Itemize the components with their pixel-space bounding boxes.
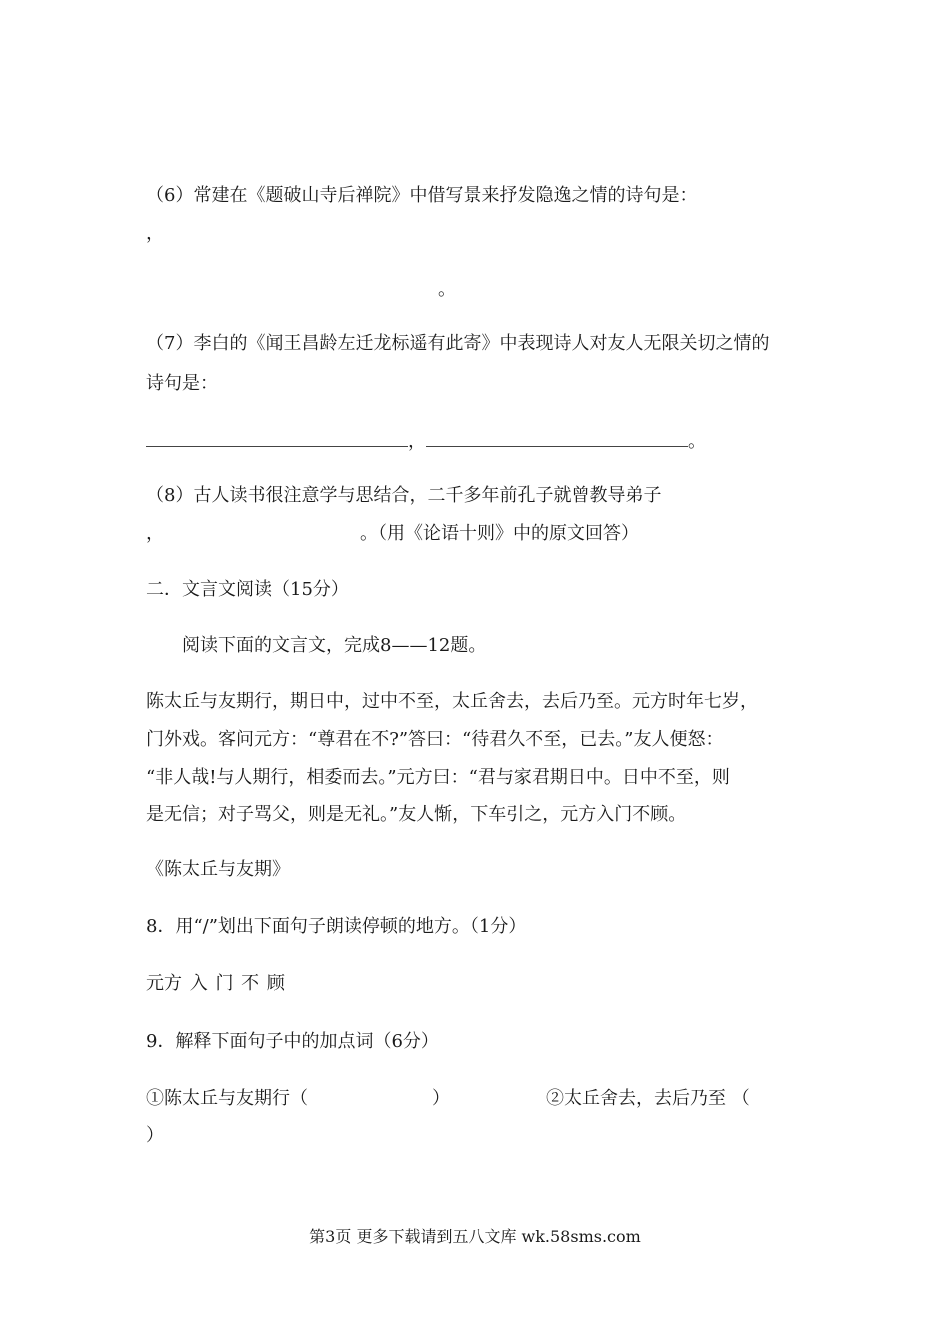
q8m-line1: （8）古人读书很注意学与思结合，二千多年前孔子就曾教导弟子 <box>146 485 662 506</box>
q7-blank-1[interactable] <box>146 432 408 447</box>
q7-line2: 诗句是： <box>146 373 218 394</box>
q9-item1-text: ①陈太丘与友期行（ <box>146 1088 308 1109</box>
q8m-tail: 。（用《论语十则》中的原文回答） <box>360 523 639 544</box>
q7-answer-line <box>146 430 706 454</box>
q6-period: 。 <box>438 279 456 300</box>
passage-source: 《陈太丘与友期》 <box>146 859 290 880</box>
q6-text: （6）常建在《题破山寺后禅院》中借写景来抒发隐逸之情的诗句是： <box>146 185 698 206</box>
q9-item2-close: ） <box>146 1125 164 1146</box>
q6-comma: ， <box>146 223 164 244</box>
section2-heading: 二．文言文阅读（15分） <box>146 579 349 600</box>
q8-prompt: 8．用“/”划出下面句子朗读停顿的地方。（1分） <box>146 916 527 937</box>
q7-comma: ， <box>408 431 426 452</box>
passage-line-4: 是无信；对子骂父，则是无礼。”友人惭，下车引之，元方入门不顾。 <box>146 804 687 825</box>
q9-item2-text: ②太丘舍去，去后乃至 （ <box>546 1088 750 1109</box>
passage-line-3: “非人哉!与人期行，相委而去。”元方曰：“君与家君期日中。日中不至，则 <box>146 767 730 788</box>
page-footer: 第3页 更多下载请到五八文库 wk.58sms.com <box>309 1227 641 1246</box>
q8m-comma: ， <box>146 523 164 544</box>
q7-period: 。 <box>688 431 706 452</box>
q9-item1-close: ） <box>432 1088 450 1109</box>
section2-instruction: 阅读下面的文言文，完成8——12题。 <box>182 635 487 656</box>
q8-sentence: 元方 入 门 不 顾 <box>146 973 285 994</box>
q7-line1: （7）李白的《闻王昌龄左迁龙标遥有此寄》中表现诗人对友人无限关切之情的 <box>146 333 770 354</box>
q9-items <box>146 1087 750 1111</box>
q9-prompt: 9．解释下面句子中的加点词（6分） <box>146 1031 439 1052</box>
passage-line-2: 门外戏。客问元方：“尊君在不?”答曰：“待君久不至，已去。”友人便怒： <box>146 729 724 750</box>
q8m-line2 <box>146 522 639 546</box>
passage-line-1: 陈太丘与友期行，期日中，过中不至，太丘舍去，去后乃至。元方时年七岁， <box>146 691 758 712</box>
q7-blank-2[interactable] <box>426 432 688 447</box>
